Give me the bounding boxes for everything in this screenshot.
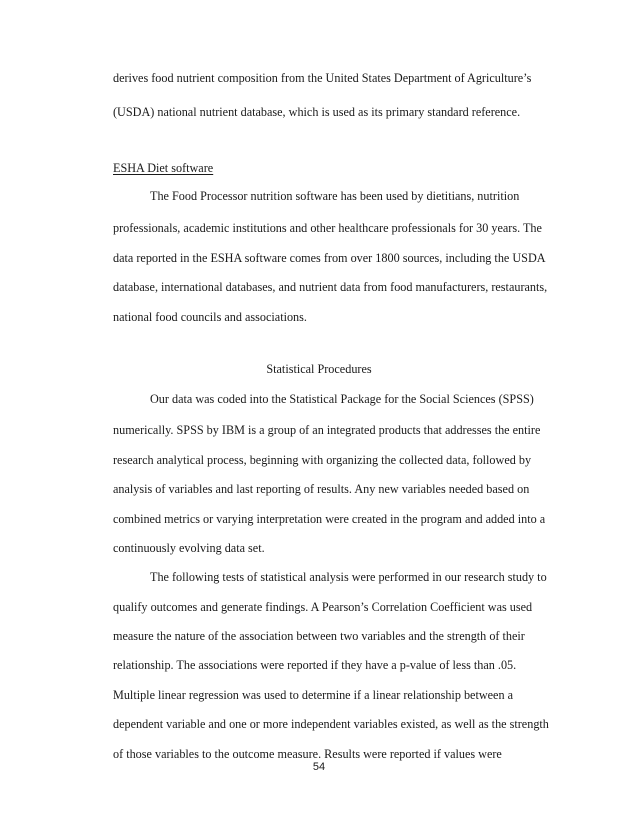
body-text-line: derives food nutrient composition from the United States Department of Agriculture’s xyxy=(113,71,532,85)
body-text-line: professionals, academic institutions and other healthcare professionals for 30 years. The xyxy=(113,221,542,235)
page-number: 54 xyxy=(312,761,326,773)
body-text-line: numerically. SPSS by IBM is a group of an integrated products that addresses the entire xyxy=(113,423,541,437)
body-text-line: analysis of variables and last reporting of results. Any new variables needed based on xyxy=(113,482,530,496)
body-text-line: qualify outcomes and generate findings. A Pearson’s Correlation Coefficient was used xyxy=(113,600,533,614)
body-text-line: research analytical process, beginning with organizing the collected data, followed by xyxy=(113,453,532,467)
body-text-line: The Food Processor nutrition software has been used by dietitians, nutrition xyxy=(150,189,520,203)
body-text-line: measure the nature of the association between two variables and the strength of their xyxy=(113,629,525,643)
body-text-line: of those variables to the outcome measure. Results were reported if values were xyxy=(113,747,502,761)
section-heading-esha: ESHA Diet software xyxy=(113,161,214,175)
body-text-line: The following tests of statistical analysis were performed in our research study to xyxy=(150,570,547,584)
section-heading-statistical-procedures: Statistical Procedures xyxy=(266,362,372,376)
body-text-line: Multiple linear regression was used to determine if a linear relationship between a xyxy=(113,688,514,702)
body-text-line: national food councils and associations. xyxy=(113,310,307,324)
body-text-line: combined metrics or varying interpretation were created in the program and added into a xyxy=(113,512,546,526)
body-text-line: (USDA) national nutrient database, which is used as its primary standard reference. xyxy=(113,105,521,119)
body-text-line: continuously evolving data set. xyxy=(113,541,265,555)
body-text-line: dependent variable and one or more independent variables existed, as well as the strength xyxy=(113,717,549,731)
body-text-line: database, international databases, and nutrient data from food manufacturers, restaurants, xyxy=(113,280,548,294)
body-text-line: data reported in the ESHA software comes from over 1800 sources, including the USDA xyxy=(113,251,546,265)
body-text-line: relationship. The associations were reported if they have a p-value of less than .05. xyxy=(113,658,517,672)
body-text-line: Our data was coded into the Statistical Package for the Social Sciences (SPSS) xyxy=(150,392,534,406)
